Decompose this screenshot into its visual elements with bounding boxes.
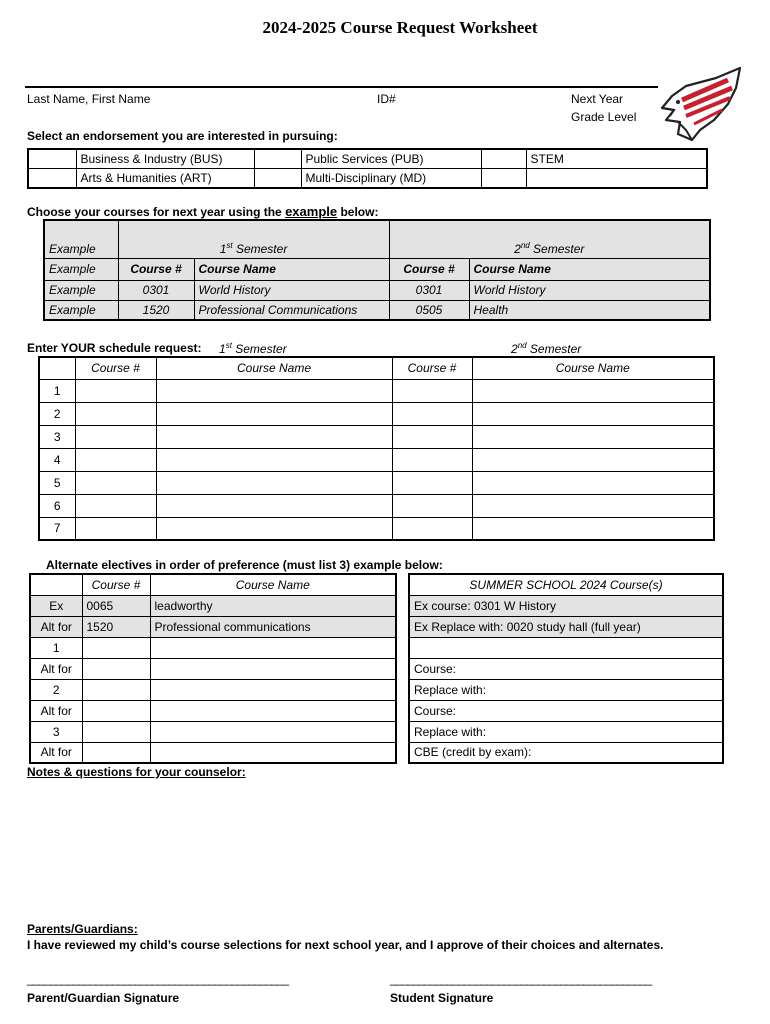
schedule-course-name-field[interactable] [472, 517, 714, 540]
schedule-course-num-field[interactable] [75, 517, 156, 540]
parent-signature-label: Parent/Guardian Signature [27, 991, 180, 1005]
endorsement-empty-cell [526, 169, 707, 189]
sem1-sup: st [225, 341, 232, 350]
schedule-row-number: 3 [39, 425, 75, 448]
col-course-num: Course # [82, 574, 150, 595]
example-prompt [27, 204, 378, 219]
example-course-num: 0505 [389, 300, 469, 320]
alternates-course-num-field[interactable] [82, 721, 150, 742]
endorsement-empty-cell [481, 169, 526, 189]
sem1-word: Semester [231, 342, 287, 356]
alternates-course-num-field[interactable] [82, 700, 150, 721]
sem2-sup: nd [520, 240, 530, 250]
alternates-course-name-field[interactable] [150, 721, 396, 742]
endorsement-table [27, 148, 708, 189]
student-signature-line[interactable]: ______________________________________________ [390, 972, 651, 986]
schedule-course-num-field[interactable] [392, 402, 472, 425]
example-course-name: World History [194, 280, 389, 300]
example-course-name: Health [469, 300, 710, 320]
alternates-course-num-field[interactable] [82, 658, 150, 679]
example-course-num: 1520 [118, 300, 194, 320]
schedule-course-num-field[interactable] [75, 471, 156, 494]
schedule-course-name-field[interactable] [156, 425, 392, 448]
summer-course-field[interactable]: Course: [409, 700, 723, 721]
endorsement-checkbox-art[interactable] [28, 169, 76, 189]
example-row-label: Example [44, 280, 118, 300]
endorsement-option-md: Multi-Disciplinary (MD) [301, 169, 481, 189]
example-course-num: 0301 [389, 280, 469, 300]
summer-course-field[interactable]: Course: [409, 658, 723, 679]
example-course-name: World History [469, 280, 710, 300]
schedule-course-name-field[interactable] [472, 379, 714, 402]
sem1-word: Semester [232, 241, 288, 256]
col-course-num: Course # [392, 357, 472, 379]
endorsement-checkbox-stem[interactable] [481, 149, 526, 169]
schedule-course-name-field[interactable] [472, 494, 714, 517]
alternates-course-name-field[interactable] [150, 637, 396, 658]
page-title: 2024-2025 Course Request Worksheet [262, 18, 538, 37]
alternates-course-num: 0065 [82, 595, 150, 616]
endorsement-checkbox-md[interactable] [254, 169, 301, 189]
alternates-course-num-field[interactable] [82, 637, 150, 658]
alternates-corner [30, 574, 82, 595]
summer-example-course: Ex course: 0301 W History [409, 595, 723, 616]
schedule-course-num-field[interactable] [75, 379, 156, 402]
id-label: ID# [377, 92, 396, 106]
schedule-course-name-field[interactable] [156, 379, 392, 402]
schedule-course-name-field[interactable] [472, 402, 714, 425]
sem1-num: 1 [219, 342, 226, 356]
summer-blank-row [409, 637, 723, 658]
example-row-label: Example [44, 300, 118, 320]
sem1-sup: st [226, 240, 233, 250]
alternates-course-name-field[interactable] [150, 658, 396, 679]
schedule-course-num-field[interactable] [392, 425, 472, 448]
notes-label: Notes & questions for your counselor: [27, 765, 246, 779]
endorsement-option-pub: Public Services (PUB) [301, 149, 481, 169]
col-course-num: Course # [75, 357, 156, 379]
example-link[interactable]: example [285, 204, 338, 219]
schedule-row-number: 6 [39, 494, 75, 517]
alternates-course-name: Professional communications [150, 616, 396, 637]
example-row-label: Example [44, 220, 118, 258]
sem2-num: 2 [514, 241, 521, 256]
schedule-course-num-field[interactable] [392, 471, 472, 494]
col-course-num: Course # [118, 258, 194, 280]
alternates-course-name-field[interactable] [150, 700, 396, 721]
example-prompt-start: Choose your courses for next year using the [27, 205, 286, 219]
example-sem1-header [118, 220, 389, 258]
alternates-course-name-field[interactable] [150, 742, 396, 763]
schedule-prompt: Enter YOUR schedule request: [27, 341, 202, 355]
alternates-course-name-field[interactable] [150, 679, 396, 700]
schedule-table [38, 356, 715, 541]
schedule-course-name-field[interactable] [156, 402, 392, 425]
schedule-course-name-field[interactable] [156, 448, 392, 471]
parents-heading: Parents/Guardians: [27, 922, 138, 936]
student-signature-label: Student Signature [390, 991, 494, 1005]
alternates-row-label: Alt for [30, 658, 82, 679]
alternates-row-label: Alt for [30, 616, 82, 637]
col-course-num: Course # [389, 258, 469, 280]
schedule-course-name-field[interactable] [472, 471, 714, 494]
alternates-prompt: Alternate electives in order of preference (must list 3) example below: [46, 558, 443, 572]
col-course-name: Course Name [472, 357, 714, 379]
name-line [25, 86, 658, 88]
alternates-row-label: 1 [30, 637, 82, 658]
schedule-course-num-field[interactable] [392, 494, 472, 517]
schedule-course-num-field[interactable] [75, 494, 156, 517]
summer-cbe-field[interactable]: CBE (credit by exam): [409, 742, 723, 763]
schedule-row-number: 5 [39, 471, 75, 494]
example-course-num: 0301 [118, 280, 194, 300]
col-course-name: Course Name [150, 574, 396, 595]
alternates-course-name: leadworthy [150, 595, 396, 616]
schedule-course-name-field[interactable] [472, 425, 714, 448]
schedule-course-name-field[interactable] [156, 517, 392, 540]
schedule-course-num-field[interactable] [392, 517, 472, 540]
col-course-name: Course Name [469, 258, 710, 280]
schedule-sem1-header [219, 341, 287, 356]
schedule-course-num-field[interactable] [75, 448, 156, 471]
eagle-logo-icon [656, 64, 746, 146]
schedule-row-number: 1 [39, 379, 75, 402]
schedule-course-name-field[interactable] [156, 471, 392, 494]
grade-label-line1: Next Year [571, 92, 624, 106]
alternates-row-label: Alt for [30, 742, 82, 763]
alternates-table [29, 573, 397, 764]
example-prompt-end: below: [337, 205, 379, 219]
alternates-row-label: Alt for [30, 700, 82, 721]
endorsement-prompt: Select an endorsement you are interested in pursuing: [27, 129, 338, 143]
example-course-name: Professional Communications [194, 300, 389, 320]
schedule-corner [39, 357, 75, 379]
notes-area[interactable] [27, 782, 717, 910]
schedule-course-num-field[interactable] [392, 448, 472, 471]
parent-signature-line[interactable]: ______________________________________________ [27, 972, 288, 986]
alternates-row-label: 3 [30, 721, 82, 742]
schedule-sem2-header [511, 341, 581, 356]
summer-school-table [408, 573, 724, 764]
parents-statement: I have reviewed my child’s course selections for next school year, and I approve of their choices and alternates. [27, 938, 664, 952]
schedule-course-num-field[interactable] [75, 402, 156, 425]
alternates-course-num-field[interactable] [82, 742, 150, 763]
summer-replace-field[interactable]: Replace with: [409, 679, 723, 700]
name-label: Last Name, First Name [27, 92, 151, 106]
col-course-name: Course Name [156, 357, 392, 379]
alternates-row-label: Ex [30, 595, 82, 616]
endorsement-checkbox-bus[interactable] [28, 149, 76, 169]
schedule-row-number: 7 [39, 517, 75, 540]
col-course-name: Course Name [194, 258, 389, 280]
example-row-label: Example [44, 258, 118, 280]
sem1-num: 1 [219, 241, 227, 256]
alternates-course-num: 1520 [82, 616, 150, 637]
grade-label-line2: Grade Level [571, 110, 637, 124]
summer-example-replace: Ex Replace with: 0020 study hall (full year) [409, 616, 723, 637]
schedule-course-num-field[interactable] [75, 425, 156, 448]
schedule-course-name-field[interactable] [472, 448, 714, 471]
endorsement-option-art: Arts & Humanities (ART) [76, 169, 254, 189]
example-sem2-header [389, 220, 710, 258]
alternates-course-num-field[interactable] [82, 679, 150, 700]
summer-replace-field[interactable]: Replace with: [409, 721, 723, 742]
endorsement-checkbox-pub[interactable] [254, 149, 301, 169]
sem2-word: Semester [529, 241, 585, 256]
sem2-num: 2 [511, 342, 518, 356]
alternates-row-label: 2 [30, 679, 82, 700]
endorsement-option-bus: Business & Industry (BUS) [76, 149, 254, 169]
schedule-course-num-field[interactable] [392, 379, 472, 402]
summer-school-header: SUMMER SCHOOL 2024 Course(s) [409, 574, 723, 595]
schedule-row-number: 2 [39, 402, 75, 425]
schedule-row-number: 4 [39, 448, 75, 471]
schedule-course-name-field[interactable] [156, 494, 392, 517]
sem2-sup: nd [517, 341, 527, 350]
sem2-word: Semester [526, 342, 582, 356]
example-table [43, 219, 711, 321]
endorsement-option-stem: STEM [526, 149, 707, 169]
